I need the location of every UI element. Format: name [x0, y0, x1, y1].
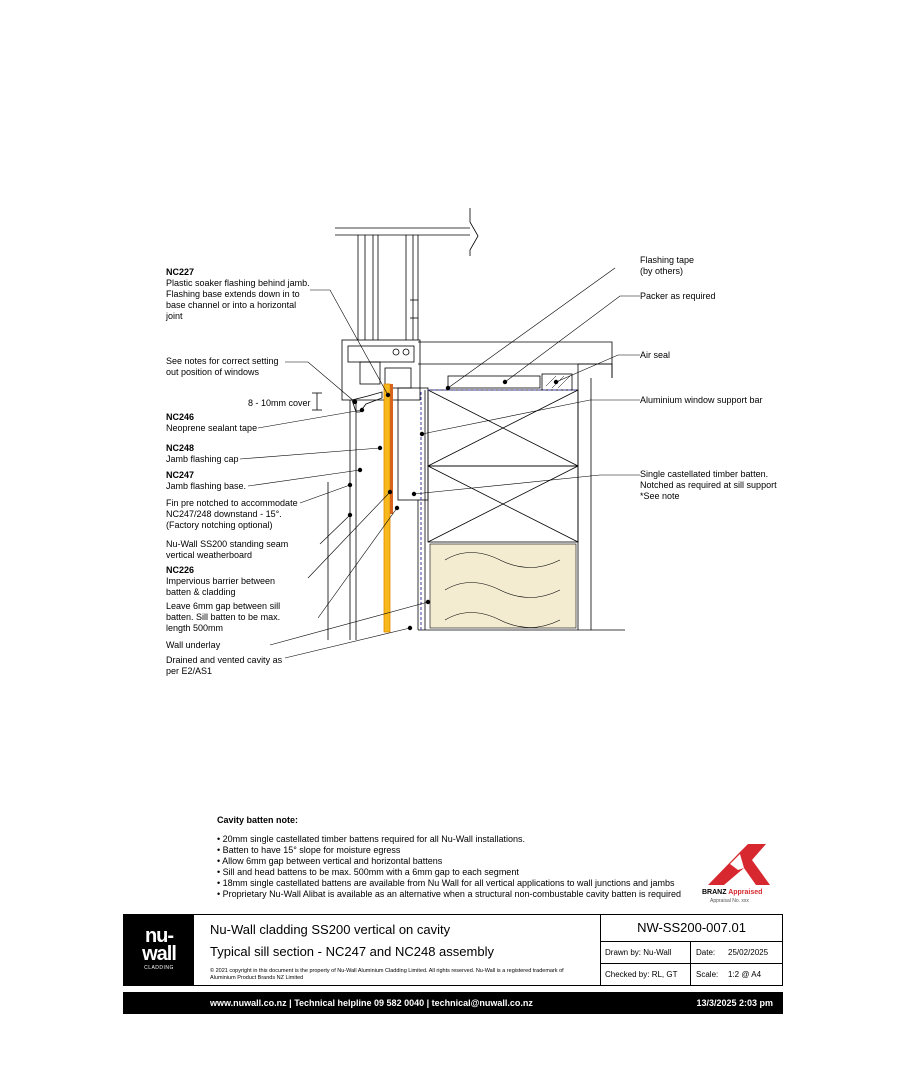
label-code: NC246	[166, 412, 195, 422]
title-block	[123, 914, 783, 986]
list-item: • Allow 6mm gap between vertical and horizontal battens	[217, 856, 717, 867]
label-line: Jamb flashing base.	[166, 481, 247, 491]
label-line: Impervious barrier between	[166, 576, 276, 586]
print-timestamp: 13/3/2025 2:03 pm	[696, 998, 773, 1008]
label-cover-dimension: 8 - 10mm cover	[248, 398, 311, 408]
list-item: • Proprietary Nu-Wall Alibat is available as an alternative when a structural non-combustable cavity batten is required	[217, 889, 717, 900]
logo-text: nu-	[144, 925, 174, 947]
label-line: Drained and vented cavity as	[166, 655, 283, 665]
list-item: • 20mm single castellated timber battens required for all Nu-Wall installations.	[217, 834, 717, 845]
label-line: Air seal	[640, 350, 671, 360]
label-line: *See note	[640, 491, 680, 501]
label-nc248	[166, 443, 239, 465]
footer-bar	[123, 992, 783, 1014]
drawn-by: Drawn by: Nu-Wall	[605, 948, 672, 957]
label-line: per E2/AS1	[166, 666, 213, 676]
contact-info: www.nuwall.co.nz | Technical helpline 09 582 0040 | technical@nuwall.co.nz	[210, 998, 533, 1008]
label-code: NC247	[166, 470, 195, 480]
divider	[690, 942, 691, 963]
copyright-notice: © 2021 copyright in this document is the property of Nu-Wall Aluminium Cladding Limited. All rights reserved. Nu-Wall is a registered trademark of Aluminium Product Brands NZ Limited	[210, 968, 564, 981]
scale-value: 1:2 @ A4	[728, 970, 762, 979]
label-cavity	[166, 655, 282, 677]
label-line: Wall underlay	[166, 640, 221, 650]
drawing-title: Nu-Wall cladding SS200 vertical on cavity	[210, 922, 451, 937]
label-line: vertical weatherboard	[166, 550, 253, 560]
date-label: Date:	[696, 948, 716, 957]
notes-list	[217, 834, 717, 900]
list-item: • Sill and head battens to be max. 500mm with a 6mm gap to each segment	[217, 867, 717, 878]
label-flashing-tape	[640, 255, 694, 277]
label-nc227	[166, 267, 310, 322]
label-batten	[640, 469, 777, 502]
label-nc246	[166, 412, 257, 434]
branz-appraised-logo	[700, 840, 775, 910]
label-gap	[166, 601, 280, 634]
label-fin	[166, 498, 298, 531]
logo-text: CLADDING	[144, 965, 174, 971]
label-line: (by others)	[640, 266, 684, 276]
label-line: Neoprene sealant tape	[166, 423, 258, 433]
label-line: Leave 6mm gap between sill	[166, 601, 281, 611]
branz-word: BRANZ	[702, 889, 727, 896]
divider	[690, 964, 691, 985]
branz-label	[702, 889, 762, 896]
label-line: batten & cladding	[166, 587, 236, 597]
label-line: Jamb flashing cap	[166, 454, 239, 464]
drawing-code: NW-SS200-007.01	[601, 915, 782, 942]
label-line: Single castellated timber batten.	[640, 469, 769, 479]
label-line: Plastic soaker flashing behind jamb.	[166, 278, 310, 288]
branz-appraised-word: Appraised	[728, 889, 763, 896]
scale-label: Scale:	[696, 970, 719, 979]
drawing-subtitle: Typical sill section - NC247 and NC248 assembly	[210, 944, 494, 959]
label-underlay	[166, 640, 220, 651]
branz-sub: Appraisal No. xxx	[710, 898, 749, 904]
label-code: NC248	[166, 443, 195, 453]
label-line: batten. Sill batten to be max.	[166, 612, 281, 622]
label-air-seal	[640, 350, 670, 361]
label-line: Packer as required	[640, 291, 716, 301]
date-value: 25/02/2025	[728, 948, 769, 957]
label-line: Fin pre notched to accommodate	[166, 498, 298, 508]
label-line: (Factory notching optional)	[166, 520, 273, 530]
jamb-flashing	[384, 384, 390, 632]
checked-row	[601, 964, 782, 985]
label-packer	[640, 291, 716, 302]
label-line: joint	[166, 311, 183, 321]
cavity-batten-notes	[217, 815, 717, 900]
logo-text: wall	[142, 943, 176, 965]
label-code: NC226	[166, 565, 195, 575]
label-line: See notes for correct setting	[166, 356, 279, 366]
label-line: length 500mm	[166, 623, 224, 633]
label-line: base channel or into a horizontal	[166, 300, 297, 310]
label-line: Notched as required at sill support	[640, 480, 777, 490]
label-nc247	[166, 470, 246, 492]
label-line: Aluminium window support bar	[640, 395, 763, 405]
checked-by: Checked by: RL, GT	[605, 970, 678, 979]
notes-title: Cavity batten note:	[217, 815, 299, 825]
label-weatherboard	[166, 539, 288, 561]
list-item: • Batten to have 15° slope for moisture egress	[217, 845, 717, 856]
drawn-row	[601, 942, 782, 964]
label-line: NC247/248 downstand - 15°.	[166, 509, 282, 519]
nu-wall-logo	[124, 915, 194, 985]
label-line: Flashing tape	[640, 255, 695, 265]
label-nc226	[166, 565, 275, 598]
label-line: Flashing base extends down in to	[166, 289, 300, 299]
label-line: Nu-Wall SS200 standing seam	[166, 539, 289, 549]
label-code: NC227	[166, 267, 195, 277]
label-support-bar	[640, 395, 763, 406]
list-item: • 18mm single castellated battens are available from Nu Wall for all vertical applications to wall junctions and jambs	[217, 878, 717, 889]
label-setting-out	[166, 356, 279, 378]
branz-mark-icon	[700, 840, 775, 890]
label-line: out position of windows	[166, 367, 260, 377]
